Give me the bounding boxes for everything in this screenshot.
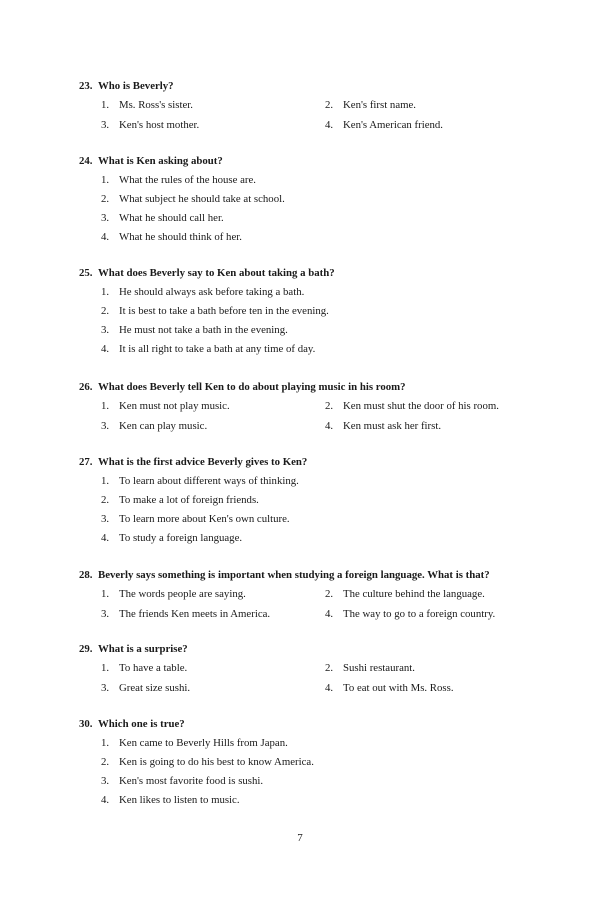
- question-text: What is the first advice Beverly gives to Ken?: [98, 456, 308, 468]
- option-4: 4. What he should think of her.: [101, 231, 242, 243]
- answer-options: [79, 285, 579, 361]
- question-title: [79, 79, 579, 93]
- option-2: 2. Ken's first name.: [325, 99, 417, 111]
- option-3: 3. Great size sushi.: [101, 682, 191, 694]
- option-4: 4. To study a foreign language.: [101, 532, 243, 544]
- answer-options: [79, 399, 579, 439]
- question-text: Which one is true?: [98, 718, 185, 730]
- page-number: 7: [297, 832, 303, 844]
- question-number: 25.: [79, 267, 93, 279]
- option-2: 2. The culture behind the language.: [325, 588, 485, 600]
- question-number: 23.: [79, 80, 93, 92]
- option-2: 2. What subject he should take at school.: [101, 193, 285, 205]
- question-number: 30.: [79, 718, 93, 730]
- question-27: [79, 455, 579, 550]
- answer-options: [79, 173, 579, 249]
- question-number: 29.: [79, 643, 93, 655]
- question-number: 24.: [79, 155, 93, 167]
- question-24: [79, 154, 579, 249]
- option-3: 3. The friends Ken meets in America.: [101, 608, 271, 620]
- question-number: 26.: [79, 381, 93, 393]
- option-3: 3. To learn more about Ken's own culture.: [101, 513, 290, 525]
- option-3: 3. What he should call her.: [101, 212, 224, 224]
- option-4: 4. The way to go to a foreign country.: [325, 608, 496, 620]
- question-text: What is a surprise?: [98, 643, 188, 655]
- question-text: What does Beverly tell Ken to do about playing music in his room?: [98, 381, 406, 393]
- option-1: 1. To learn about different ways of thinking.: [101, 475, 299, 487]
- option-1: 1. What the rules of the house are.: [101, 174, 257, 186]
- option-1: 1. He should always ask before taking a bath.: [101, 286, 305, 298]
- answer-options: [79, 736, 579, 812]
- question-number: 28.: [79, 569, 93, 581]
- option-2: 2. It is best to take a bath before ten in the evening.: [101, 305, 329, 317]
- option-2: 2. Ken must shut the door of his room.: [325, 400, 499, 412]
- question-title: [79, 642, 579, 656]
- question-26: [79, 380, 579, 439]
- option-4: 4. It is all right to take a bath at any time of day.: [101, 343, 316, 355]
- question-title: [79, 568, 579, 582]
- question-text: What is Ken asking about?: [98, 155, 223, 167]
- option-4: 4. To eat out with Ms. Ross.: [325, 682, 454, 694]
- question-number: 27.: [79, 456, 93, 468]
- option-1: 1. Ken came to Beverly Hills from Japan.: [101, 737, 288, 749]
- question-29: [79, 642, 579, 701]
- question-23: [79, 79, 579, 138]
- answer-options: [79, 474, 579, 550]
- option-4: 4. Ken's American friend.: [325, 119, 443, 131]
- option-1: 1. The words people are saying.: [101, 588, 246, 600]
- question-title: [79, 717, 579, 731]
- question-title: [79, 455, 579, 469]
- option-3: 3. He must not take a bath in the evening.: [101, 324, 288, 336]
- question-title: [79, 380, 579, 394]
- answer-options: [79, 587, 579, 627]
- question-30: [79, 717, 579, 812]
- option-3: 3. Ken's most favorite food is sushi.: [101, 775, 264, 787]
- option-3: 3. Ken's host mother.: [101, 119, 200, 131]
- option-2: 2. Ken is going to do his best to know America.: [101, 756, 314, 768]
- question-title: [79, 154, 579, 168]
- question-text: What does Beverly say to Ken about taking a bath?: [98, 267, 335, 279]
- option-1: 1. Ken must not play music.: [101, 400, 230, 412]
- option-4: 4. Ken must ask her first.: [325, 420, 442, 432]
- answer-options: [79, 661, 579, 701]
- question-title: [79, 266, 579, 280]
- option-4: 4. Ken likes to listen to music.: [101, 794, 240, 806]
- question-text: Beverly says something is important when studying a foreign language. What is that?: [98, 569, 490, 581]
- answer-options: [79, 98, 579, 138]
- option-1: 1. To have a table.: [101, 662, 188, 674]
- question-28: [79, 568, 579, 627]
- question-text: Who is Beverly?: [98, 80, 174, 92]
- option-3: 3. Ken can play music.: [101, 420, 208, 432]
- option-2: 2. To make a lot of foreign friends.: [101, 494, 259, 506]
- question-25: [79, 266, 579, 361]
- option-1: 1. Ms. Ross's sister.: [101, 99, 193, 111]
- option-2: 2. Sushi restaurant.: [325, 662, 415, 674]
